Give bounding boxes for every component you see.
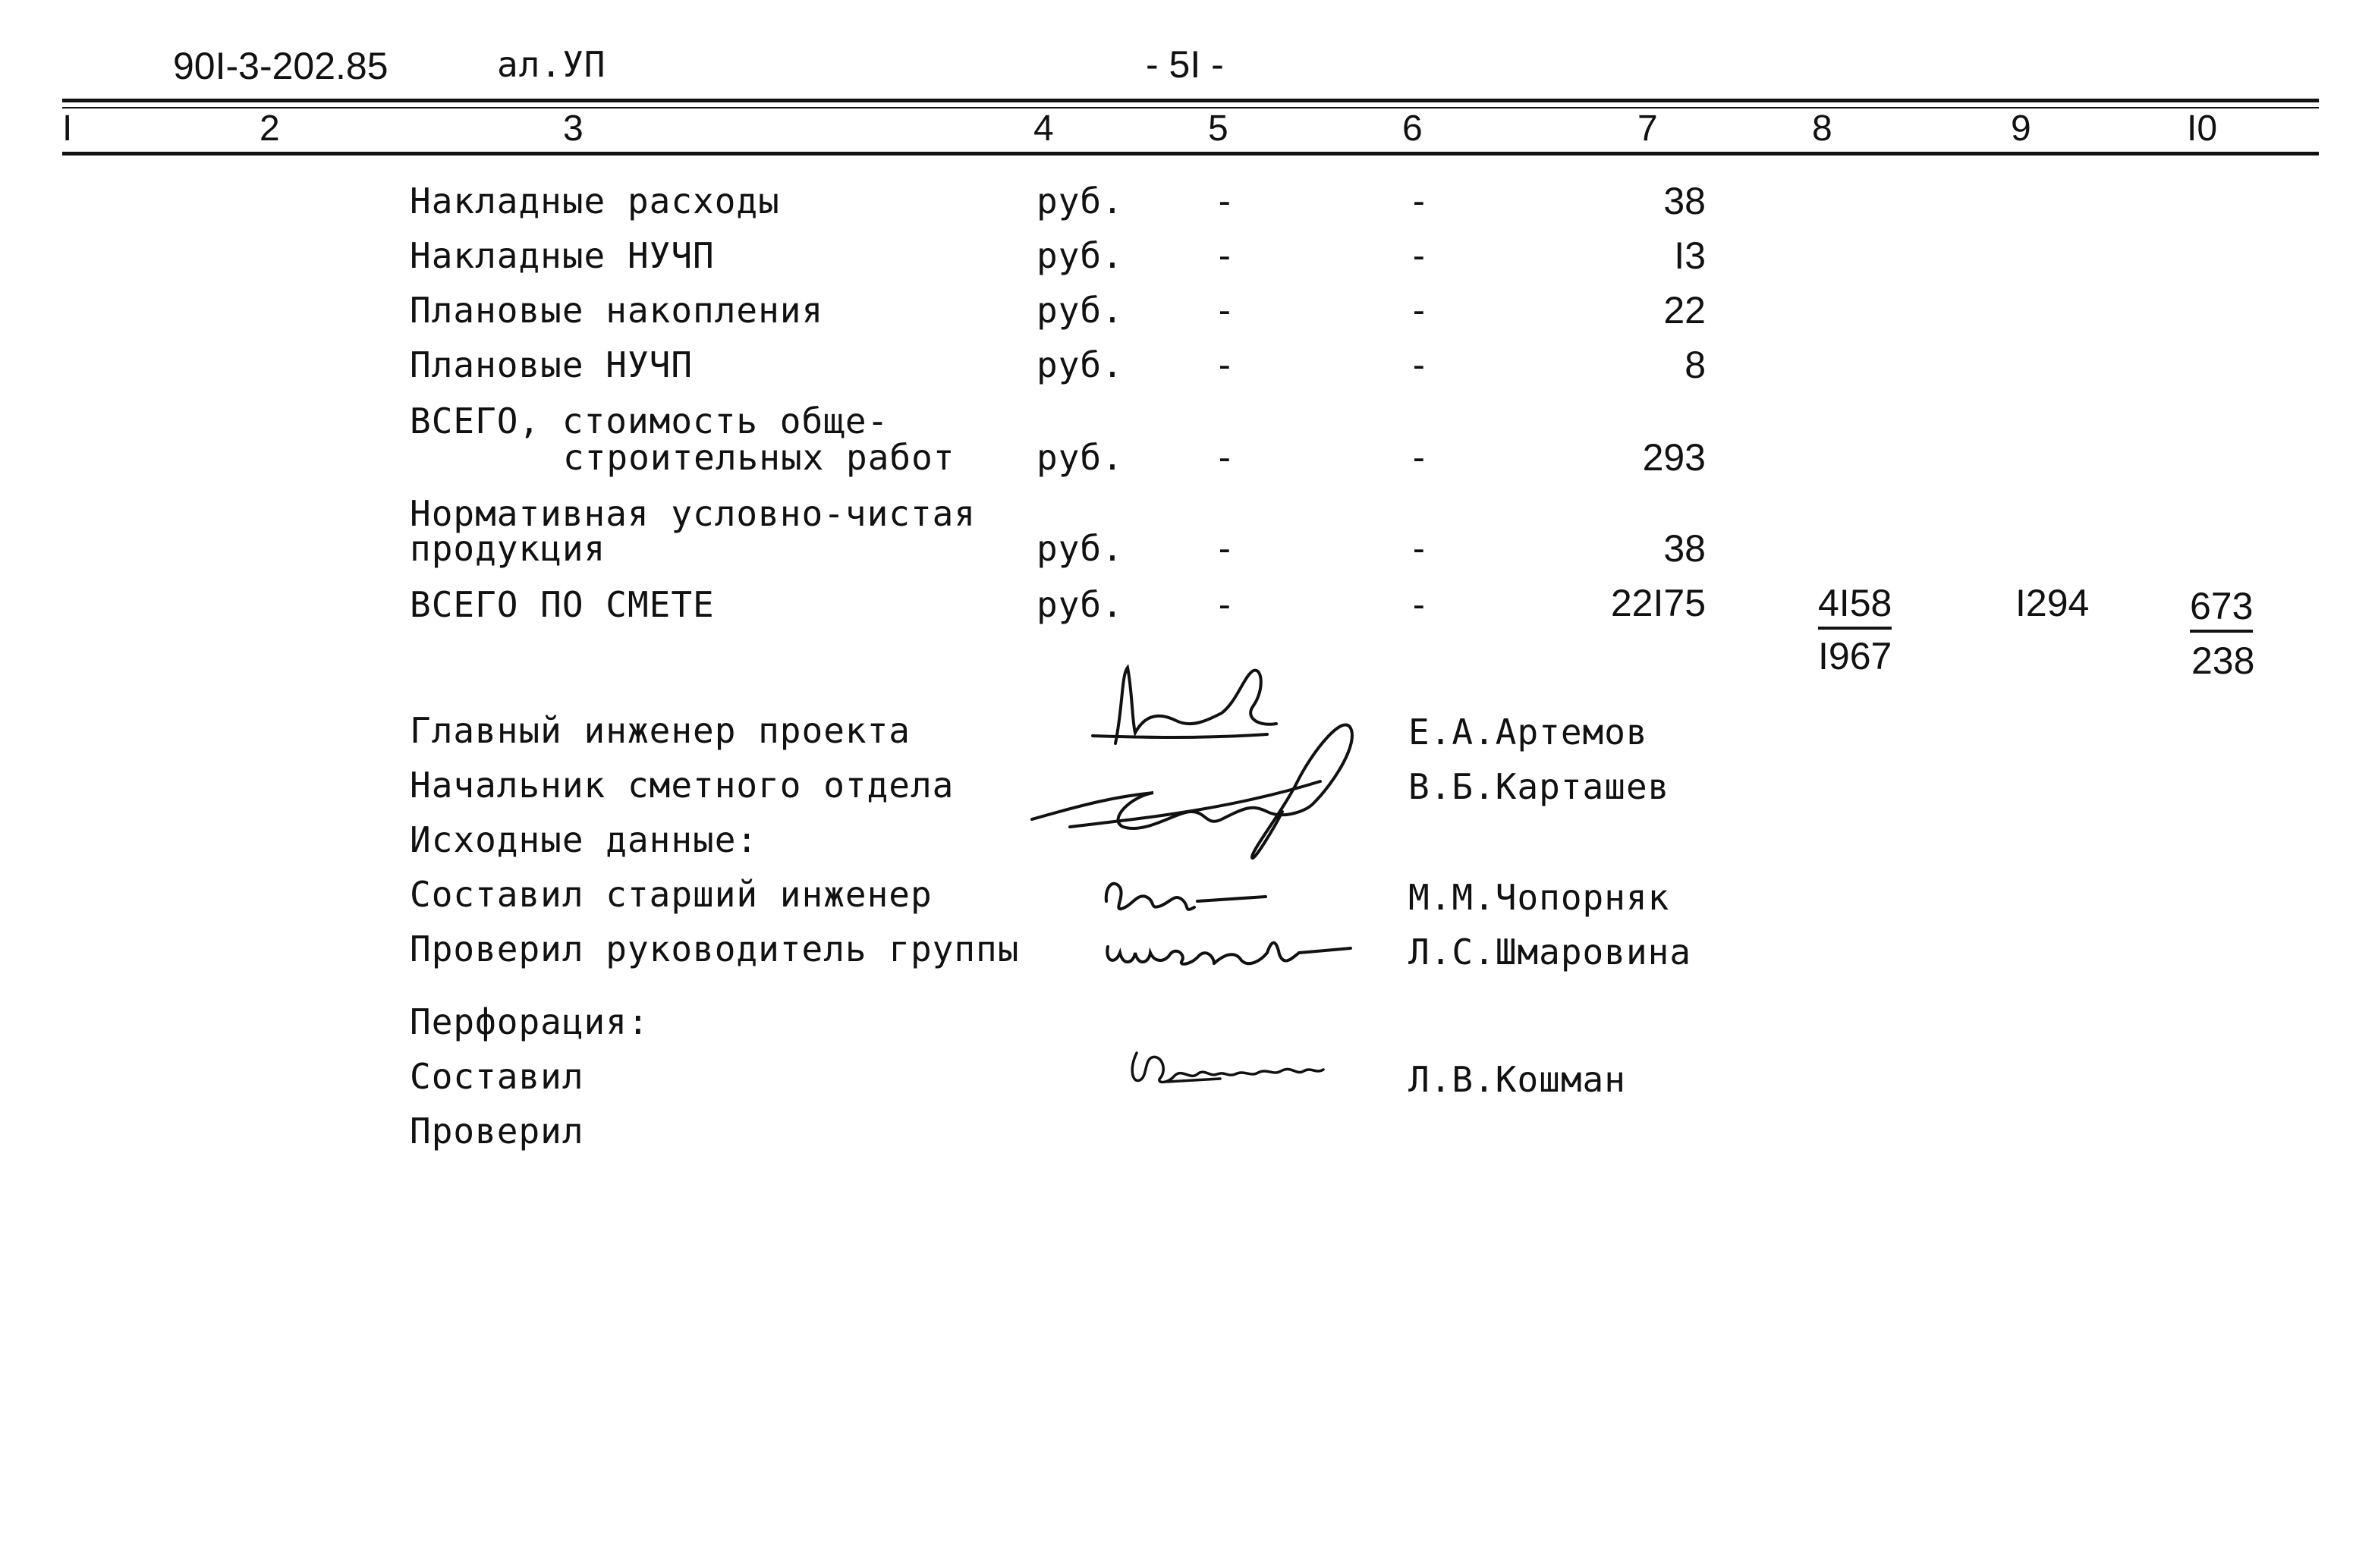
row-unit: руб.: [1037, 584, 1124, 625]
row-unit: руб.: [1037, 181, 1124, 222]
signature-role: Составил старший инженер: [410, 874, 933, 915]
row-col7: I3: [1674, 234, 1706, 277]
row-unit: руб.: [1037, 528, 1124, 569]
signature-role: Перфорация:: [410, 1001, 650, 1042]
row-col10-top: 673: [2190, 584, 2253, 633]
row-col10-bottom: 238: [2191, 639, 2255, 682]
row-name: Плановые НУЧП: [410, 344, 694, 385]
signature-person: Л.С.Шмаровина: [1408, 932, 1692, 973]
row-unit: руб.: [1037, 290, 1124, 331]
row-name: Плановые накопления: [410, 290, 824, 331]
row-unit: руб.: [1037, 344, 1124, 385]
column-number-4: 4: [1033, 108, 1054, 149]
column-number-1: I: [62, 108, 73, 149]
row-col5: -: [1214, 528, 1236, 569]
column-number-2: 2: [260, 108, 280, 149]
row-name-line1: Нормативная условно-чистая: [410, 493, 977, 534]
row-col8-top: 4I58: [1818, 581, 1892, 630]
signature-role: Исходные данные:: [410, 819, 759, 860]
row-name-line2: продукция: [410, 528, 606, 569]
row-col6: -: [1408, 584, 1430, 625]
row-col6: -: [1408, 235, 1430, 276]
signature-role: Главный инженер проекта: [410, 710, 911, 751]
document-code: 90I-3-202.85: [173, 45, 388, 87]
row-name-line2: строительных работ: [563, 437, 955, 478]
row-col5: -: [1214, 437, 1236, 478]
column-number-10: I0: [2187, 108, 2218, 149]
handwritten-signature-shmarovina: [1100, 924, 1358, 977]
column-number-8: 8: [1812, 108, 1832, 149]
row-col8-bottom: I967: [1818, 635, 1892, 677]
column-number-6: 6: [1402, 108, 1423, 149]
header-bottom-rule: [62, 152, 2319, 156]
header-top-rule: [62, 99, 2319, 102]
header-second-rule: [62, 107, 2319, 108]
page-number: - 5I -: [1146, 43, 1224, 86]
row-unit: руб.: [1037, 437, 1124, 478]
signature-person: Л.В.Кошман: [1408, 1059, 1626, 1100]
row-name: Накладные НУЧП: [410, 235, 715, 276]
signature-role: Проверил: [410, 1111, 584, 1152]
row-col6: -: [1408, 437, 1430, 478]
row-col5: -: [1214, 344, 1236, 385]
handwritten-signature-choporniak: [1099, 871, 1281, 924]
handwritten-signature-head-of-department: [1024, 705, 1373, 865]
signature-person: М.М.Чопорняк: [1408, 877, 1670, 918]
signature-role: Составил: [410, 1056, 584, 1097]
column-number-5: 5: [1208, 108, 1228, 149]
row-col7: 38: [1663, 527, 1706, 570]
row-col9: I294: [2015, 582, 2090, 624]
row-name: Накладные расходы: [410, 181, 780, 222]
row-col6: -: [1408, 181, 1430, 222]
row-col7: 22: [1663, 289, 1706, 332]
row-col5: -: [1214, 290, 1236, 331]
column-number-9: 9: [2011, 108, 2031, 149]
column-number-3: 3: [563, 108, 584, 149]
row-unit: руб.: [1037, 235, 1124, 276]
row-col5: -: [1214, 235, 1236, 276]
signature-role: Начальник сметного отдела: [410, 765, 955, 806]
row-col5: -: [1214, 181, 1236, 222]
row-col7: 8: [1685, 344, 1706, 386]
row-col6: -: [1408, 528, 1430, 569]
signature-role: Проверил руководитель группы: [410, 929, 1020, 969]
row-col6: -: [1408, 290, 1430, 331]
row-col7: 293: [1642, 436, 1706, 479]
column-number-7: 7: [1637, 108, 1658, 149]
row-col6: -: [1408, 344, 1430, 385]
signature-person: Е.А.Артемов: [1408, 712, 1648, 753]
handwritten-signature-koshman: [1121, 1038, 1364, 1098]
album-number: ал.УП: [497, 44, 606, 85]
signature-person: В.Б.Карташев: [1408, 766, 1670, 807]
row-col7: 38: [1663, 180, 1706, 222]
row-col5: -: [1214, 584, 1236, 625]
row-name: ВСЕГО ПО СМЕТЕ: [410, 584, 715, 625]
row-name-line1: ВСЕГО, стоимость обще-: [410, 401, 889, 441]
row-col7: 22I75: [1610, 582, 1706, 624]
